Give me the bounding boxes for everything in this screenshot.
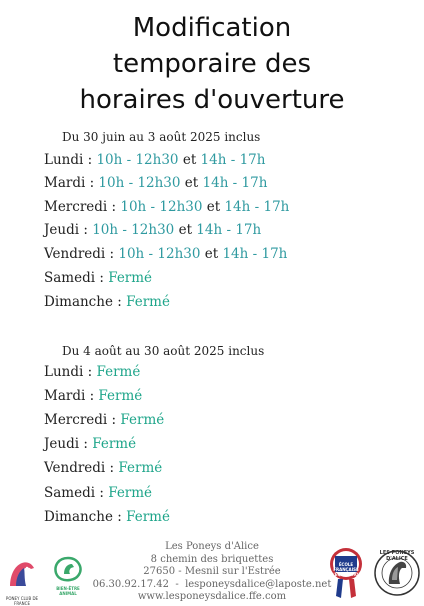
closed-status: Fermé (120, 412, 165, 428)
day-label: Vendredi : (44, 460, 115, 476)
day-label: Samedi : (44, 485, 104, 501)
footer-phone-email: 06.30.92.17.42 - lesponeysdalice@laposte.net (92, 578, 332, 590)
day-label: Mardi : (44, 388, 95, 404)
les-poneys-logo (372, 548, 422, 598)
period-1-row-wednesday (44, 199, 289, 215)
morning-hours: 10h - 12h30 (120, 199, 203, 215)
closed-status: Fermé (98, 388, 143, 404)
horse-head-icon (48, 556, 88, 582)
bien-etre-logo (48, 556, 88, 600)
closed-status: Fermé (126, 509, 170, 525)
title-line-3: horaires d'ouverture (79, 85, 345, 115)
closed-status: Fermé (108, 270, 153, 286)
ecole-label-1: ÉCOLE (338, 562, 354, 567)
closed-status: Fermé (126, 294, 170, 310)
period-1-row-thursday (44, 222, 261, 238)
day-label: Lundi : (44, 364, 93, 380)
period-2-heading: Du 4 août au 30 août 2025 inclus (62, 344, 265, 358)
pony-head-icon (2, 556, 42, 592)
day-label: Samedi : (44, 270, 104, 286)
afternoon-hours: 14h - 17h (202, 175, 268, 191)
afternoon-hours: 14h - 17h (200, 152, 266, 168)
and-word: et (178, 222, 192, 238)
period-1-row-friday (44, 246, 287, 262)
period-2-row-wednesday (44, 412, 164, 428)
morning-hours: 10h - 12h30 (118, 246, 201, 262)
poney-club-logo (2, 556, 42, 606)
footer-email[interactable]: lesponeysdalice@laposte.net (185, 578, 332, 590)
footer-city: 27650 - Mesnil sur l'Estrée (143, 566, 281, 577)
morning-hours: 10h - 12h30 (92, 222, 175, 238)
period-2-row-thursday (44, 436, 136, 452)
ecole-label-3: D'ÉQUITATION (330, 572, 362, 577)
poney-club-label: PONEY CLUB DE FRANCE (5, 596, 39, 606)
morning-hours: 10h - 12h30 (98, 175, 181, 191)
afternoon-hours: 14h - 17h (196, 222, 262, 238)
closed-status: Fermé (118, 460, 163, 476)
period-2-row-monday (44, 364, 140, 380)
afternoon-hours: 14h - 17h (224, 199, 290, 215)
day-label: Jeudi : (44, 222, 88, 238)
footer-website[interactable]: www.lesponeysdalice.ffe.com (137, 591, 287, 602)
les-poneys-label: LES PONEYS D'ALICE (379, 550, 415, 562)
and-word: et (204, 246, 219, 262)
bien-etre-label-2: ANIMAL (59, 591, 77, 596)
period-2-row-sunday (44, 509, 170, 525)
footer-name: Les Poneys d'Alice (165, 541, 259, 552)
ecole-labels (326, 562, 366, 577)
period-1-heading: Du 30 juin au 3 août 2025 inclus (62, 130, 261, 144)
period-1-row-tuesday (44, 175, 267, 191)
and-word: et (206, 199, 221, 215)
day-label: Vendredi : (44, 246, 115, 262)
footer-street: 8 chemin des briquettes (150, 553, 274, 565)
period-2-row-friday (44, 460, 162, 476)
and-word: et (184, 175, 199, 191)
period-1-row-monday (44, 152, 265, 168)
and-word: et (182, 152, 197, 168)
period-2-row-tuesday (44, 388, 142, 404)
day-label: Dimanche : (44, 294, 122, 310)
day-label: Mercredi : (44, 199, 117, 215)
ecole-label-2: FRANÇAISE (333, 567, 359, 572)
afternoon-hours: 14h - 17h (222, 246, 288, 262)
day-label: Lundi : (44, 152, 93, 168)
morning-hours: 10h - 12h30 (96, 152, 179, 168)
period-2-row-saturday (44, 485, 152, 501)
period-1-row-saturday (44, 270, 152, 286)
day-label: Mardi : (44, 175, 95, 191)
title-line-1: Modification (132, 13, 292, 43)
closed-status: Fermé (96, 364, 141, 380)
day-label: Mercredi : (44, 412, 117, 428)
closed-status: Fermé (108, 485, 153, 501)
title-line-2: temporaire des (112, 49, 312, 79)
page-title (0, 10, 424, 118)
bien-etre-label-1: BIEN-ÊTRE (56, 586, 80, 591)
period-1-row-sunday (44, 294, 170, 310)
day-label: Dimanche : (44, 509, 122, 525)
day-label: Jeudi : (44, 436, 88, 452)
closed-status: Fermé (92, 436, 137, 452)
footer-phone: 06.30.92.17.42 (92, 578, 169, 590)
